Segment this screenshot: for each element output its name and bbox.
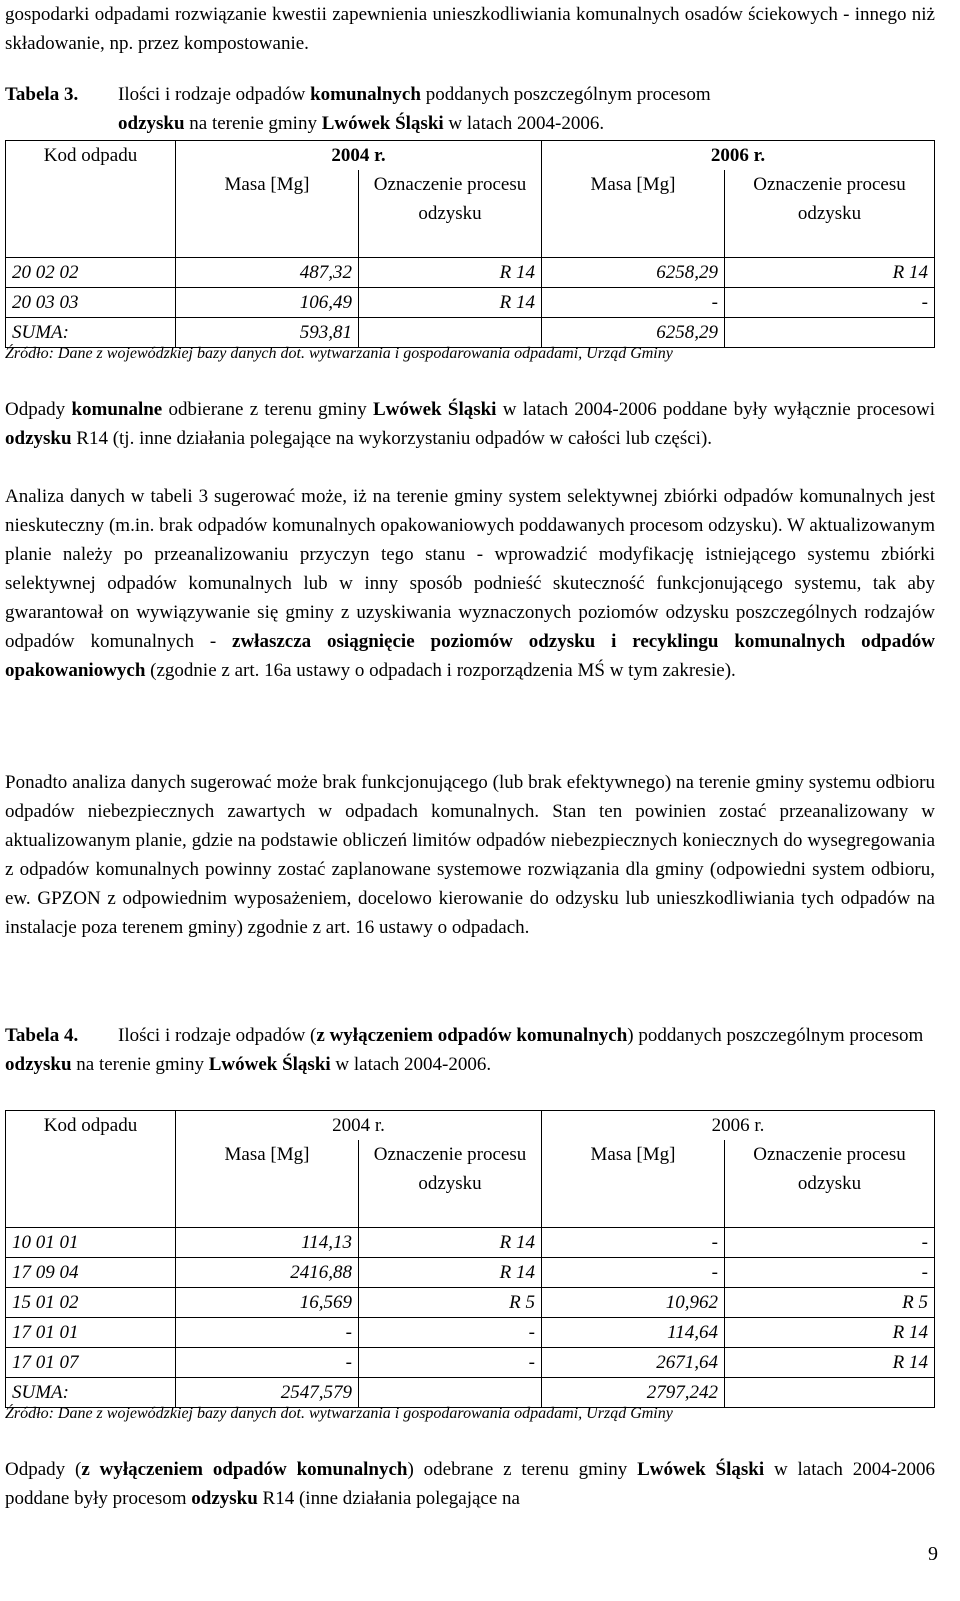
- header-2004: 2004 r.: [176, 141, 542, 171]
- table-cell: 16,569: [176, 1288, 359, 1318]
- table-cell: R 14: [359, 1258, 542, 1288]
- table-cell: R 14: [359, 1228, 542, 1258]
- table-cell: -: [725, 1228, 935, 1258]
- table-cell: -: [542, 288, 725, 318]
- table-cell: R 14: [359, 258, 542, 288]
- table-cell: R 14: [359, 288, 542, 318]
- table3-source: Źródło: Dane z wojewódzkiej bazy danych dot. wytwarzania i gospodarowania odpadami, Urząd Gminy: [5, 345, 673, 362]
- table-row: [6, 318, 935, 348]
- table-row: [6, 1288, 935, 1318]
- table-cell: [359, 1378, 542, 1408]
- paragraph-4: Odpady (z wyłączeniem odpadów komunalnych) odebrane z terenu gminy Lwówek Śląski w latach 2004-2006 poddane były procesom odzysku R14 (inne działania polegające na: [5, 1459, 936, 1509]
- table3: [5, 140, 935, 348]
- table-cell: R 5: [725, 1288, 935, 1318]
- table-row: [6, 1348, 935, 1378]
- header-mass: Masa [Mg]: [542, 1140, 725, 1228]
- table-cell: 2547,579: [176, 1378, 359, 1408]
- table-cell: 2671,64: [542, 1348, 725, 1378]
- cell-code: 20 03 03: [6, 288, 176, 318]
- table3-label: Tabela 3.: [5, 84, 79, 105]
- table-row: [6, 1258, 935, 1288]
- table-cell: -: [176, 1348, 359, 1378]
- table-cell: -: [359, 1318, 542, 1348]
- table-row: [6, 258, 935, 288]
- header-code: Kod odpadu: [6, 1111, 176, 1228]
- header-process: Oznaczenie procesu odzysku: [725, 1140, 935, 1228]
- header-code: Kod odpadu: [6, 141, 176, 258]
- cell-code: SUMA:: [6, 318, 176, 348]
- header-mass: Masa [Mg]: [542, 170, 725, 258]
- table-cell: 10,962: [542, 1288, 725, 1318]
- table-cell: 114,13: [176, 1228, 359, 1258]
- table-row: [6, 288, 935, 318]
- paragraph-1: Odpady komunalne odbierane z terenu gminy Lwówek Śląski w latach 2004-2006 poddane były wyłącznie procesowi odzysku R14 (tj. inne działania polegające na wykorzystaniu odpadów w całości lub części).: [5, 399, 936, 449]
- cell-code: 17 01 01: [6, 1318, 176, 1348]
- header-2006: 2006 r.: [542, 1111, 935, 1141]
- table-row: [6, 1378, 935, 1408]
- intro-paragraph: gospodarki odpadami rozwiązanie kwestii zapewnienia unieszkodliwiania komunalnych osadów ściekowych - innego niż składowanie, np. przez kompostowanie.: [5, 4, 935, 54]
- table-cell: 2416,88: [176, 1258, 359, 1288]
- header-2006: 2006 r.: [542, 141, 935, 171]
- table-cell: R 14: [725, 1318, 935, 1348]
- table-cell: R 14: [725, 1348, 935, 1378]
- cell-code: SUMA:: [6, 1378, 176, 1408]
- header-process: Oznaczenie procesu odzysku: [359, 1140, 542, 1228]
- cell-code: 17 09 04: [6, 1258, 176, 1288]
- header-mass: Masa [Mg]: [176, 170, 359, 258]
- table-cell: 114,64: [542, 1318, 725, 1348]
- table-cell: 6258,29: [542, 318, 725, 348]
- table-cell: -: [542, 1258, 725, 1288]
- table-cell: R 5: [359, 1288, 542, 1318]
- table-cell: [359, 318, 542, 348]
- table3-caption: Tabela 3. Ilości i rodzaje odpadów komunalnych poddanych poszczególnym procesom odzysku na terenie gminy Lwówek Śląski w latach 2004-2006.: [5, 80, 940, 138]
- table-cell: -: [176, 1318, 359, 1348]
- cell-code: 17 01 07: [6, 1348, 176, 1378]
- table-cell: [725, 1378, 935, 1408]
- table4-label: Tabela 4.: [5, 1025, 79, 1046]
- paragraph-3: Ponadto analiza danych sugerować może brak funkcjonującego (lub brak efektywnego) na terenie gminy systemu odbioru odpadów niebezpiecznych zawartych w odpadach komunalnych. Stan ten powinien zostać przeanalizowany w aktualizowanym planie, gdzie na podstawie obliczeń limitów odpadów niebezpiecznych koniecznych do wysegregowania z odpadów komunalnych powinny zostać zaplanowane systemowe rozwiązania dla gminy (odpowiedni system odbioru, ew. GPZON z odpowiednim wyposażeniem, docelowo kierowanie do odzysku lub unieszkodliwiania tych odpadów na instalacje poza terenem gminy) zgodnie z art. 16 ustawy o odpadach.: [5, 772, 935, 938]
- table4-caption: Tabela 4. Ilości i rodzaje odpadów (z wyłączeniem odpadów komunalnych) poddanych poszczególnym procesom odzysku na terenie gminy Lwówek Śląski w latach 2004-2006.: [5, 1021, 940, 1079]
- table-row: [6, 1228, 935, 1258]
- table-cell: 6258,29: [542, 258, 725, 288]
- header-mass: Masa [Mg]: [176, 1140, 359, 1228]
- table4: [5, 1110, 935, 1408]
- page-number: 9: [928, 1543, 938, 1565]
- table-cell: -: [725, 1258, 935, 1288]
- table-cell: 593,81: [176, 318, 359, 348]
- table-cell: 2797,242: [542, 1378, 725, 1408]
- cell-code: 10 01 01: [6, 1228, 176, 1258]
- cell-code: 15 01 02: [6, 1288, 176, 1318]
- table-cell: R 14: [725, 258, 935, 288]
- table-cell: -: [542, 1228, 725, 1258]
- header-process: Oznaczenie procesu odzysku: [359, 170, 542, 258]
- cell-code: 20 02 02: [6, 258, 176, 288]
- header-2004: 2004 r.: [176, 1111, 542, 1141]
- table-cell: -: [359, 1348, 542, 1378]
- table-cell: [725, 318, 935, 348]
- table4-source: Źródło: Dane z wojewódzkiej bazy danych dot. wytwarzania i gospodarowania odpadami, Urząd Gminy: [5, 1405, 673, 1422]
- table-cell: 487,32: [176, 258, 359, 288]
- header-process: Oznaczenie procesu odzysku: [725, 170, 935, 258]
- table-cell: -: [725, 288, 935, 318]
- table-row: [6, 1318, 935, 1348]
- paragraph-2: Analiza danych w tabeli 3 sugerować może, iż na terenie gminy system selektywnej zbiórki odpadów komunalnych jest nieskuteczny (m.in. brak odpadów komunalnych opakowaniowych poddawanych procesom odzysku). W aktualizowanym planie należy po przeanalizowaniu przyczyn tego stanu - wprowadzić modyfikację istniejącego systemu zbiórki selektywnej odpadów komunalnych lub w inny sposób podnieść skuteczność funkcjonującego systemu, tak aby gwarantował on wywiązywanie się gminy z uzyskiwania wyznaczonych poziomów odzysku poszczególnych rodzajów odpadów komunalnych - zwłaszcza osiągnięcie poziomów odzysku i recyklingu komunalnych odpadów opakowaniowych (zgodnie z art. 16a ustawy o odpadach i rozporządzenia MŚ w tym zakresie).: [5, 486, 936, 681]
- table-cell: 106,49: [176, 288, 359, 318]
